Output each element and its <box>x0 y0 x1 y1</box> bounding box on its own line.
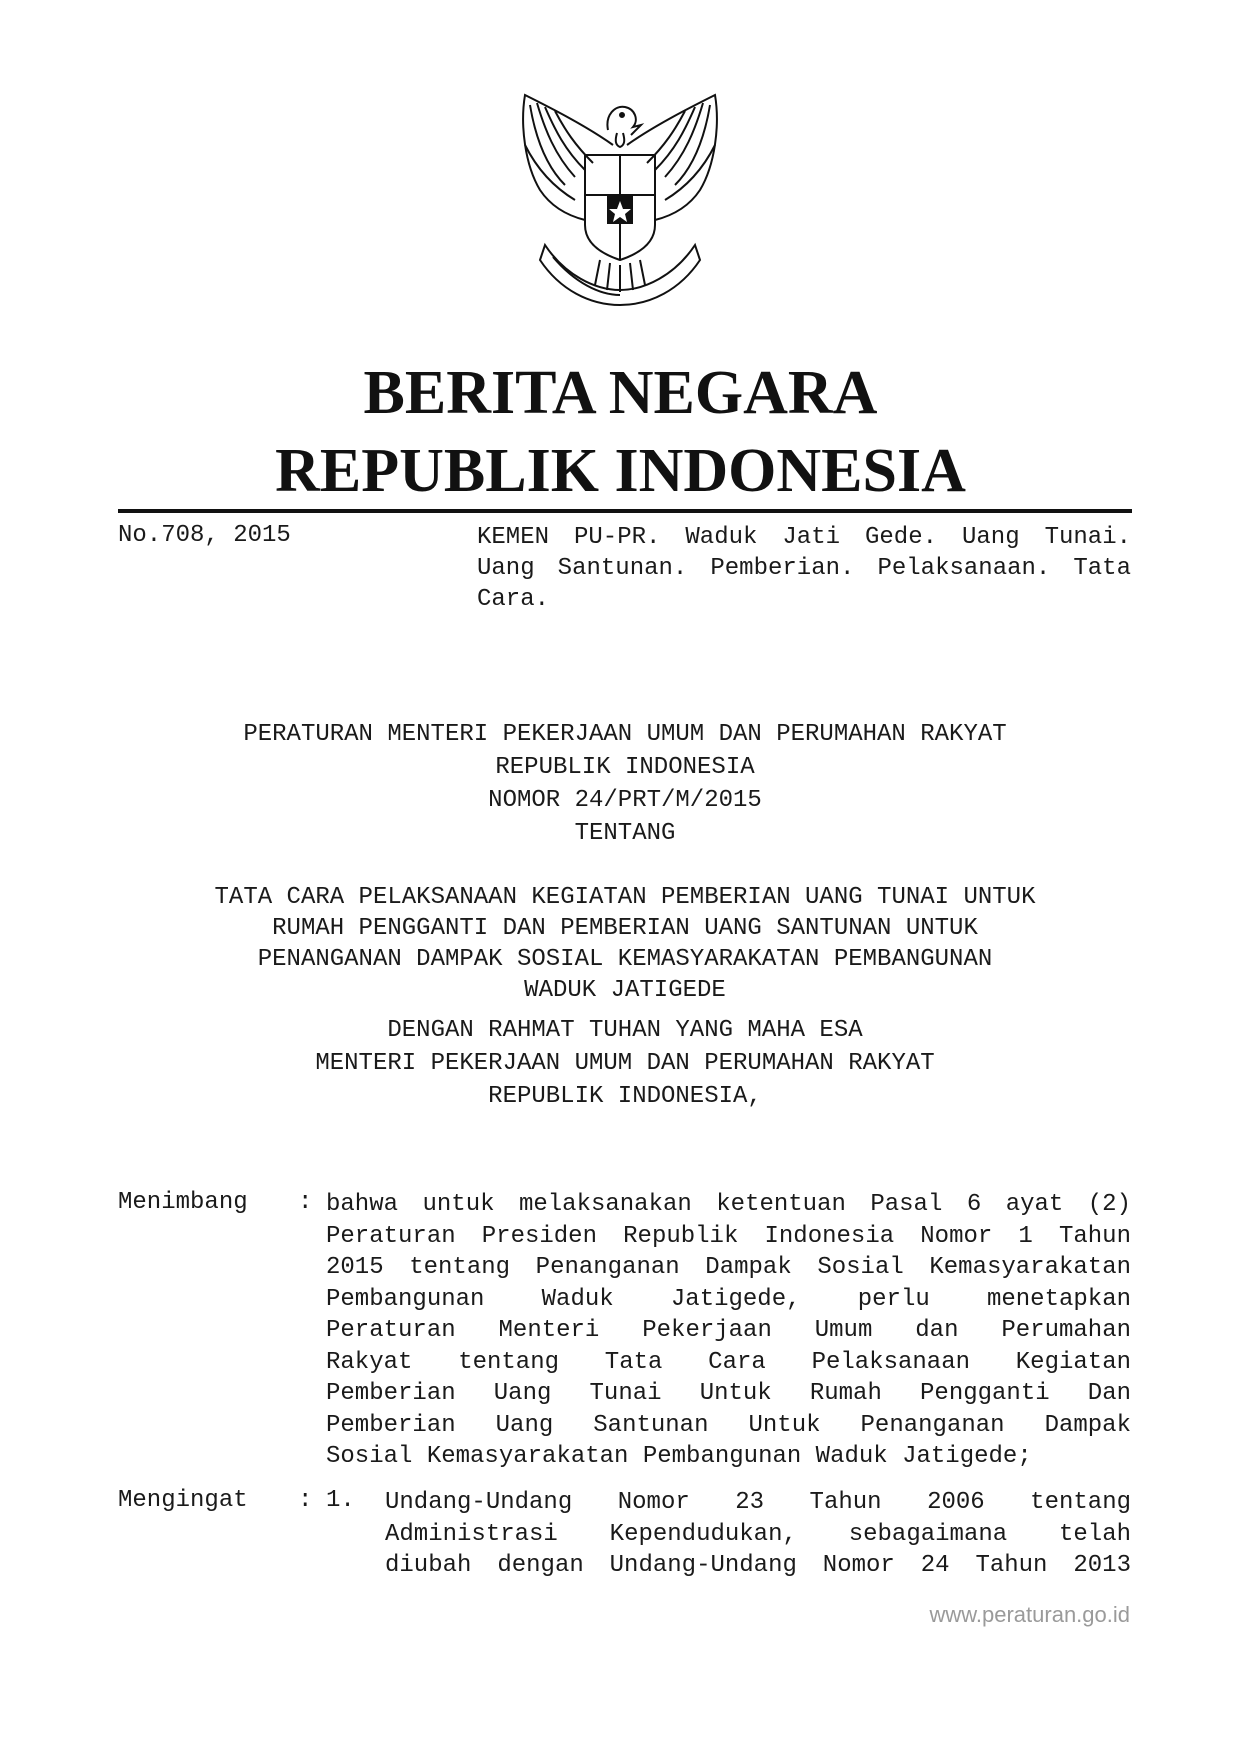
considering-label: Menimbang <box>118 1189 248 1216</box>
recalling-line: Undang-Undang Nomor 23 Tahun 2006 tentang <box>385 1489 1131 1516</box>
preamble-line: MENTERI PEKERJAAN UMUM DAN PERUMAHAN RAKYAT <box>315 1050 935 1077</box>
considering-line: Pemberian Uang Santunan Untuk Penanganan Dampak <box>326 1411 1131 1439</box>
regulation-subject-line: PENANGANAN DAMPAK SOSIAL KEMASYARAKATAN PEMBANGUNAN <box>257 946 993 973</box>
considering-line: Peraturan Menteri Pekerjaan Umum dan Perumahan <box>326 1317 1131 1344</box>
considering-text <box>326 1189 1131 1473</box>
masthead-title-line1: BERITA NEGARA <box>363 359 878 427</box>
preamble-line: DENGAN RAHMAT TUHAN YANG MAHA ESA <box>387 1017 863 1044</box>
garuda-pancasila-emblem <box>505 85 735 325</box>
recalling-line: diubah dengan Undang-Undang Nomor 24 Tahun 2013 <box>385 1552 1131 1579</box>
regulation-preamble <box>118 1014 1132 1113</box>
considering-line: 2015 tentang Penanganan Dampak Sosial Kemasyarakatan <box>326 1254 1131 1281</box>
regulation-subject-line: RUMAH PENGGANTI DAN PEMBERIAN UANG SANTUNAN UNTUK <box>272 915 978 942</box>
considering-line: Rakyat tentang Tata Cara Pelaksanaan Kegiatan <box>326 1348 1131 1376</box>
considering-line: Sosial Kemasyarakatan Pembangunan Waduk Jatigede; <box>326 1443 1032 1470</box>
recalling-colon: : <box>298 1487 313 1514</box>
considering-line: Pembangunan Waduk Jatigede, perlu menetapkan <box>326 1285 1131 1313</box>
considering-line: bahwa untuk melaksanakan ketentuan Pasal 6 ayat (2) <box>326 1191 1131 1218</box>
masthead-title-line2: REPUBLIK INDONESIA <box>275 437 966 505</box>
gazette-number: No.708, 2015 <box>118 522 291 549</box>
considering-line: Peraturan Presiden Republik Indonesia Nomor 1 Tahun <box>326 1222 1131 1250</box>
recalling-item-number: 1. <box>326 1487 355 1514</box>
regulation-title <box>118 718 1132 850</box>
considering-line: Pemberian Uang Tunai Untuk Rumah Pengganti Dan <box>326 1380 1131 1407</box>
regulation-title-line: NOMOR 24/PRT/M/2015 <box>488 787 762 814</box>
regulation-subject-line: TATA CARA PELAKSANAAN KEGIATAN PEMBERIAN UANG TUNAI UNTUK <box>214 884 1036 911</box>
considering-colon: : <box>298 1189 313 1216</box>
regulation-title-line: PERATURAN MENTERI PEKERJAAN UMUM DAN PERUMAHAN RAKYAT <box>243 721 1007 748</box>
site-watermark: www.peraturan.go.id <box>929 1602 1130 1627</box>
regulation-subject <box>118 882 1132 1006</box>
regulation-subject-line: WADUK JATIGEDE <box>524 977 726 1004</box>
preamble-line: REPUBLIK INDONESIA, <box>488 1083 762 1110</box>
recalling-item-text <box>385 1487 1131 1582</box>
regulation-title-line: TENTANG <box>574 820 676 847</box>
recalling-label: Mengingat <box>118 1487 248 1514</box>
masthead-divider <box>118 509 1132 513</box>
gazette-subject: KEMEN PU-PR. Waduk Jati Gede. Uang Tunai. Uang Santunan. Pemberian. Pelaksanaan. Tata Cara. <box>477 524 1131 613</box>
regulation-title-line: REPUBLIK INDONESIA <box>495 754 755 781</box>
recalling-line: Administrasi Kependudukan, sebagaimana telah <box>385 1520 1131 1548</box>
